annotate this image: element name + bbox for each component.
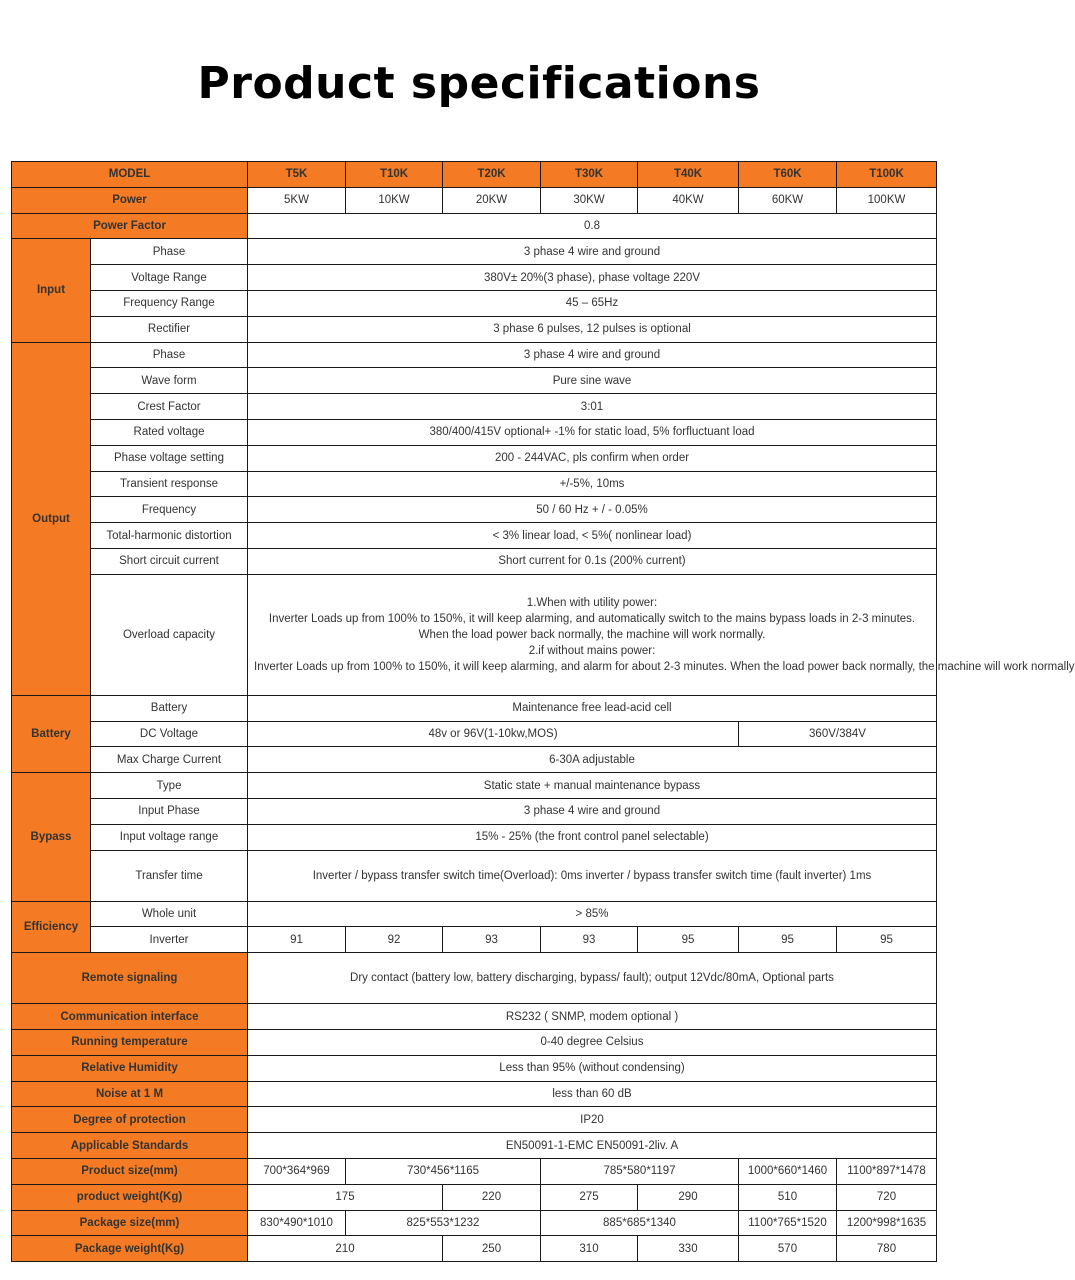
inverter-cell: 95: [638, 927, 739, 953]
general-label: Degree of protection: [12, 1107, 248, 1133]
overload-value: [248, 574, 1075, 695]
output-param-name: Transient response: [91, 471, 248, 497]
inverter-cell: 95: [739, 927, 837, 953]
power-cell: 20KW: [443, 187, 541, 213]
overload-line: 2.if without mains power:: [528, 644, 656, 657]
remote-signaling-row: [12, 953, 937, 1004]
battery-label: Battery: [12, 695, 91, 772]
product-weight-cell: 290: [638, 1184, 739, 1210]
bypass-param-value: 3 phase 4 wire and ground: [248, 798, 937, 824]
power-cell: 100KW: [837, 187, 937, 213]
package-size-row: [12, 1210, 937, 1236]
dc-voltage-low: 48v or 96V(1-10kw,MOS): [248, 721, 739, 747]
page-title: Product specifications: [197, 58, 761, 109]
input-label: Input: [12, 239, 91, 342]
bypass-param-name: Input voltage range: [91, 824, 248, 850]
input-param-value: 380V± 20%(3 phase), phase voltage 220V: [248, 265, 937, 291]
battery-param-name: Battery: [91, 695, 248, 721]
product-weight-cell: 510: [739, 1184, 837, 1210]
power-row: [12, 187, 937, 213]
general-value: IP20: [248, 1107, 937, 1133]
output-param-value: Pure sine wave: [248, 368, 937, 394]
package-size-label: Package size(mm): [12, 1210, 248, 1236]
output-param-name: Frequency: [91, 497, 248, 523]
power-factor-label: Power Factor: [12, 213, 248, 239]
dc-voltage-name: DC Voltage: [91, 721, 248, 747]
model-cell: T40K: [638, 162, 739, 188]
input-param-name: Voltage Range: [91, 265, 248, 291]
general-value: Dry contact (battery low, battery discharging, bypass/ fault); output 12Vdc/80mA, Optional parts: [248, 953, 937, 1004]
efficiency-label: Efficiency: [12, 901, 91, 953]
output-param-name: Wave form: [91, 368, 248, 394]
overload-line: When the load power back normally, the machine will work normally.: [418, 628, 766, 641]
bypass-param-name: Input Phase: [91, 798, 248, 824]
spec-table: [11, 161, 1075, 1262]
inverter-cell: 92: [346, 927, 443, 953]
bypass-param-value: Static state + manual maintenance bypass: [248, 773, 937, 799]
general-label: Relative Humidity: [12, 1055, 248, 1081]
battery-param-value: Maintenance free lead-acid cell: [248, 695, 937, 721]
battery-row: [12, 747, 937, 773]
input-row: [12, 239, 937, 265]
transfer-time-name: Transfer time: [91, 850, 248, 901]
general-label: Running temperature: [12, 1029, 248, 1055]
bypass-param-name: Type: [91, 773, 248, 799]
package-weight-cell: 330: [638, 1236, 739, 1262]
product-weight-cell: 275: [541, 1184, 638, 1210]
standards-row: [12, 1133, 937, 1159]
product-weight-cell: 220: [443, 1184, 541, 1210]
package-size-cell: 1100*765*1520: [739, 1210, 837, 1236]
model-cell: T100K: [837, 162, 937, 188]
overload-row: [12, 574, 937, 695]
output-param-value: 3:01: [248, 394, 937, 420]
package-weight-cell: 250: [443, 1236, 541, 1262]
general-label: Noise at 1 M: [12, 1081, 248, 1107]
running-temperature-row: [12, 1029, 937, 1055]
output-row: [12, 548, 937, 574]
model-cell: T60K: [739, 162, 837, 188]
output-row: [12, 368, 937, 394]
package-size-cell: 825*553*1232: [346, 1210, 541, 1236]
battery-param-name: Max Charge Current: [91, 747, 248, 773]
output-param-value: 50 / 60 Hz + / - 0.05%: [248, 497, 937, 523]
inverter-cell: 93: [443, 927, 541, 953]
input-row: [12, 265, 937, 291]
output-param-name: Crest Factor: [91, 394, 248, 420]
overload-line: Inverter Loads up from 100% to 150%, it will keep alarming, and alarm for about 2-3 minutes. When the load power back normally, the machine will work normally: [254, 660, 1075, 673]
battery-row: [12, 721, 937, 747]
overload-name: Overload capacity: [91, 574, 248, 695]
output-param-name: Phase: [91, 342, 248, 368]
output-label: Output: [12, 342, 91, 695]
output-param-name: Phase voltage setting: [91, 445, 248, 471]
output-param-value: 200 - 244VAC, pls confirm when order: [248, 445, 937, 471]
product-weight-row: [12, 1184, 937, 1210]
output-param-value: Short current for 0.1s (200% current): [248, 548, 937, 574]
output-row: [12, 523, 937, 549]
input-param-value: 3 phase 4 wire and ground: [248, 239, 937, 265]
power-factor-row: [12, 213, 937, 239]
battery-row: [12, 695, 937, 721]
protection-row: [12, 1107, 937, 1133]
battery-param-value: 6-30A adjustable: [248, 747, 937, 773]
general-value: EN50091-1-EMC EN50091-2liv. A: [248, 1133, 937, 1159]
input-param-value: 45 – 65Hz: [248, 290, 937, 316]
output-row: [12, 445, 937, 471]
general-label: Applicable Standards: [12, 1133, 248, 1159]
communication-row: [12, 1004, 937, 1030]
noise-row: [12, 1081, 937, 1107]
product-weight-cell: 175: [248, 1184, 443, 1210]
bypass-row: [12, 824, 937, 850]
output-param-name: Total-harmonic distortion: [91, 523, 248, 549]
input-row: [12, 290, 937, 316]
inverter-cell: 95: [837, 927, 937, 953]
bypass-param-value: 15% - 25% (the front control panel selectable): [248, 824, 937, 850]
output-row: [12, 497, 937, 523]
efficiency-row: [12, 901, 937, 927]
output-row: [12, 471, 937, 497]
power-cell: 30KW: [541, 187, 638, 213]
package-size-cell: 830*490*1010: [248, 1210, 346, 1236]
efficiency-row: [12, 927, 937, 953]
output-param-name: Short circuit current: [91, 548, 248, 574]
general-label: Communication interface: [12, 1004, 248, 1030]
product-weight-cell: 720: [837, 1184, 937, 1210]
input-param-name: Phase: [91, 239, 248, 265]
product-size-row: [12, 1158, 937, 1184]
general-value: Less than 95% (without condensing): [248, 1055, 937, 1081]
overload-line: 1.When with utility power:: [526, 596, 658, 609]
output-row: [12, 419, 937, 445]
output-param-name: Rated voltage: [91, 419, 248, 445]
package-size-cell: 1200*998*1635: [837, 1210, 937, 1236]
model-cell: T30K: [541, 162, 638, 188]
input-param-value: 3 phase 6 pulses, 12 pulses is optional: [248, 316, 937, 342]
model-cell: T5K: [248, 162, 346, 188]
power-cell: 10KW: [346, 187, 443, 213]
general-value: 0-40 degree Celsius: [248, 1029, 937, 1055]
output-row: [12, 342, 937, 368]
power-label: Power: [12, 187, 248, 213]
product-size-cell: 1100*897*1478: [837, 1158, 937, 1184]
output-param-value: 3 phase 4 wire and ground: [248, 342, 937, 368]
humidity-row: [12, 1055, 937, 1081]
package-weight-row: [12, 1236, 937, 1262]
transfer-time-value: Inverter / bypass transfer switch time(Overload): 0ms inverter / bypass transfer switch time (fault inverter) 1ms: [248, 850, 937, 901]
model-label: MODEL: [12, 162, 248, 188]
bypass-label: Bypass: [12, 773, 91, 901]
power-factor-value: 0.8: [248, 213, 937, 239]
general-value: less than 60 dB: [248, 1081, 937, 1107]
bypass-row: [12, 850, 937, 901]
package-size-cell: 885*685*1340: [541, 1210, 739, 1236]
output-param-value: < 3% linear load, < 5%( nonlinear load): [248, 523, 937, 549]
input-param-name: Frequency Range: [91, 290, 248, 316]
product-size-cell: 700*364*969: [248, 1158, 346, 1184]
product-weight-label: product weight(Kg): [12, 1184, 248, 1210]
general-label: Remote signaling: [12, 953, 248, 1004]
dc-voltage-high: 360V/384V: [739, 721, 937, 747]
package-weight-cell: 210: [248, 1236, 443, 1262]
package-weight-cell: 570: [739, 1236, 837, 1262]
product-size-cell: 730*456*1165: [346, 1158, 541, 1184]
model-cell: T20K: [443, 162, 541, 188]
package-weight-cell: 780: [837, 1236, 937, 1262]
model-cell: T10K: [346, 162, 443, 188]
model-row: [12, 162, 937, 188]
power-cell: 5KW: [248, 187, 346, 213]
whole-unit-value: > 85%: [248, 901, 937, 927]
power-cell: 60KW: [739, 187, 837, 213]
output-row: [12, 394, 937, 420]
package-weight-cell: 310: [541, 1236, 638, 1262]
inverter-name: Inverter: [91, 927, 248, 953]
product-size-cell: 1000*660*1460: [739, 1158, 837, 1184]
input-param-name: Rectifier: [91, 316, 248, 342]
whole-unit-name: Whole unit: [91, 901, 248, 927]
bypass-row: [12, 773, 937, 799]
inverter-cell: 91: [248, 927, 346, 953]
general-value: RS232 ( SNMP, modem optional ): [248, 1004, 937, 1030]
inverter-cell: 93: [541, 927, 638, 953]
input-row: [12, 316, 937, 342]
overload-line: Inverter Loads up from 100% to 150%, it will keep alarming, and automatically switch to the mains bypass loads in 2-3 minutes.: [268, 612, 916, 625]
output-param-value: 380/400/415V optional+ -1% for static load, 5% forfluctuant load: [248, 419, 937, 445]
package-weight-label: Package weight(Kg): [12, 1236, 248, 1262]
product-size-cell: 785*580*1197: [541, 1158, 739, 1184]
bypass-row: [12, 798, 937, 824]
product-size-label: Product size(mm): [12, 1158, 248, 1184]
power-cell: 40KW: [638, 187, 739, 213]
output-param-value: +/-5%, 10ms: [248, 471, 937, 497]
